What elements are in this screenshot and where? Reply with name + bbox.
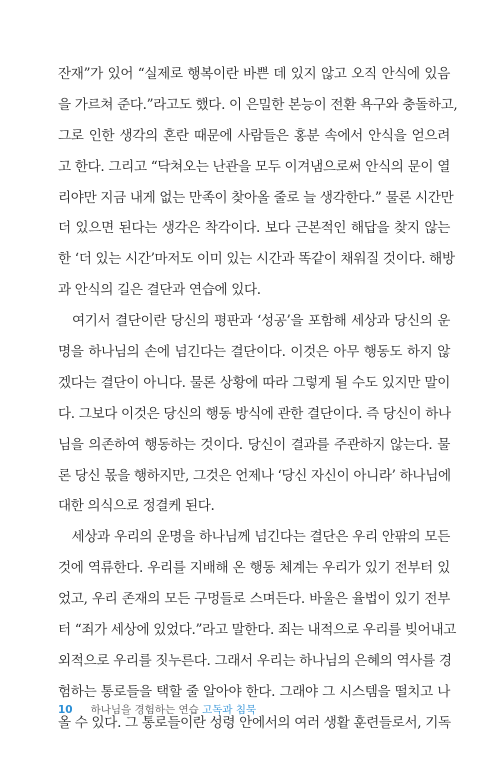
text-line: 그로 인한 생각의 혼란 때문에 사람들은 홍분 속에서 안식을 얻으려 [58,127,450,144]
text-line: 더 있으면 된다는 생각은 착각이다. 보다 근본적인 해답을 찾지 않는 [58,220,450,237]
text-line: 올 수 있다. 그 통로들이란 성령 안에서의 여러 생활 훈련들로서, 기독 [58,714,451,731]
text-line: 한 ‘더 있는 시간’마저도 이미 있는 시간과 똑같이 채워질 것이다. 해방 [58,251,455,268]
text-line: 었고, 우리 존재의 모든 구멍들로 스며든다. 바울은 율법이 있기 전부 [58,591,450,608]
text-line: 명을 하나님의 손에 넘긴다는 결단이다. 이것은 아무 행동도 하지 않 [58,344,450,361]
text-line: 외적으로 우리를 짓누른다. 그래서 우리는 하나님의 은혜의 역사를 경 [58,652,452,669]
text-line: 론 당신 몫을 행하지만, 그것은 언제나 ‘당신 자신이 아니라’ 하나님에 [58,467,451,484]
text-line: 을 가르쳐 준다.”라고도 했다. 이 은밀한 본능이 전환 욕구와 충돌하고, [58,96,458,113]
text-line: 것에 역류한다. 우리를 지배해 온 행동 체계는 우리가 있기 전부터 있 [58,560,450,577]
text-line: 님을 의존하여 행동하는 것이다. 당신이 결과를 주관하지 않는다. 물 [58,436,450,453]
book-title: 하나님을 경험하는 연습 [90,704,199,716]
series-title: 고독과 침묵 [202,704,257,716]
text-line: 겠다는 결단이 아니다. 물론 상황에 따라 그렇게 될 수도 있지만 말이 [58,374,450,391]
text-line: 여기서 결단이란 당신의 평판과 ‘성공’을 포함해 세상과 당신의 운 [58,313,450,330]
text-line: 잔재”가 있어 “실제로 행복이란 바쁜 데 있지 않고 오직 안식에 있음 [58,66,450,82]
text-line: 리야만 지금 내게 없는 만족이 찾아올 줄로 늘 생각한다.” 물론 시간만 [58,189,454,206]
text-line: 터 “죄가 세상에 있었다.”라고 말한다. 죄는 내적으로 우리를 빚어내고 [58,622,457,639]
text-line: 험하는 통로들을 택할 줄 알아야 한다. 그래야 그 시스템을 떨치고 나 [58,683,450,700]
text-line: 고 한다. 그리고 “닥쳐오는 난관을 모두 이겨냄으로써 안식의 문이 열 [58,158,450,175]
text-line: 대한 의식으로 정결케 된다. [58,498,215,515]
body-text [58,59,458,739]
text-line: 다. 그보다 이것은 당신의 행동 방식에 관한 결단이다. 즉 당신이 하나 [58,405,451,422]
text-line: 과 안식의 길은 결단과 연습에 있다. [58,282,261,299]
text-line: 세상과 우리의 운명을 하나님께 넘긴다는 결단은 우리 안팎의 모든 [58,529,450,546]
page-footer [58,702,256,717]
page-number: 10 [58,704,73,716]
